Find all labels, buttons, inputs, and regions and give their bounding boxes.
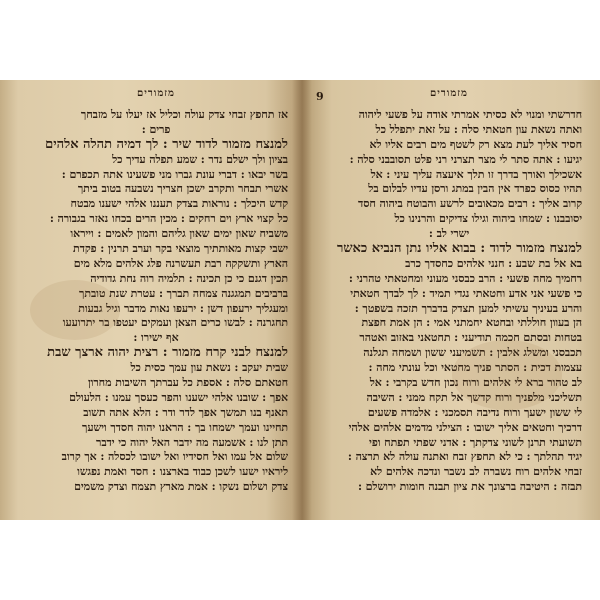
text-line: חטאתם סלה : אספת כל עברתך השיבות מחרון bbox=[87, 376, 288, 390]
left-page-header: מזמורים bbox=[137, 88, 175, 99]
text-line: שלום אל עמו ואל חסידיו ואל ישובו לכסלה : אך קרוב bbox=[61, 450, 288, 464]
text-line: שבית יעקב : נשאת עון עמך כסית כל bbox=[130, 361, 288, 375]
text-line: חסיד אליך לעת מצא רק לשטף מים רבים אליו לא bbox=[369, 137, 582, 151]
text-line: אשכילך ואורך בדרך זו תלך איעצה עליך עיני : אל bbox=[370, 167, 582, 181]
text-line: אפך : שובנו אלהי ישענו והפר כעסך עמנו : הלעולם bbox=[69, 390, 288, 404]
text-line: תכבסני ומשלג אלבין : תשמיעני ששון ושמחה תגלנה bbox=[363, 346, 582, 360]
text-line: דרכיך וחטאים אליך ישובו : הצילני מדמים אלהים אלהי bbox=[348, 420, 582, 434]
text-line: כל קצוי ארץ וים רחקים : מכין הרים בכחו נאזר בגבורה : bbox=[49, 212, 288, 226]
psalm-heading-line: למנצח מזמור לדוד : בבוא אליו נתן הנביא כאשר bbox=[336, 242, 582, 257]
text-line: תתן לנו : אשמעה מה ידבר האל יהוה כי ידבר bbox=[96, 435, 288, 449]
text-line: צדק ושלום נשקו : אמת מארץ תצמח וצדק משמים bbox=[74, 480, 288, 494]
text-line: כי פשעי אני אדע וחטאתי נגדי תמיד : לך לבדך חטאתי bbox=[350, 286, 582, 300]
text-line: הארץ ותשקקה רבת תעשרנה פלג אלהים מלא מים bbox=[73, 256, 288, 270]
text-line: אז תחפץ זבחי צדק עולה וכליל אז יעלו על מזבחך bbox=[80, 108, 288, 121]
text-line: תכין דגנם כי כן תכינה : תלמיה רוה נחת גדודיה bbox=[90, 271, 288, 285]
text-line: חדרשתי ומנוי לא כסיתי אמרתי אודה על פשעי ליהוה bbox=[358, 108, 582, 121]
text-line: זבחי אלהים רוח נשברה לב נשבר ונדכה אלהים לא bbox=[370, 465, 582, 479]
text-line: ואתה נשאת עון חטאתי סלה : על זאת יתפלל כל bbox=[375, 122, 582, 136]
text-line: אף ישירו : bbox=[133, 331, 179, 345]
text-line: אשרי תבחר ותקרב ישכן חצריך נשבעה בטוב ביתך bbox=[77, 182, 288, 196]
psalm-heading-line: למנצח לבני קרח מזמור : רצית יהוה ארצך שבת bbox=[47, 346, 288, 361]
text-line: רחמיך מחה פשעי : הרב כבסני מעוני ומחטאתי טהרני : bbox=[348, 271, 582, 285]
page-number: 9 bbox=[316, 90, 325, 103]
text-line: יגיד תהלתך : כי לא תחפץ זבח ואתנה עולה לא תרצה : bbox=[347, 450, 582, 464]
text-line: יגיעו : אתה סתר לי מצר תצרני רני פלט תסובבני סלה : bbox=[349, 152, 582, 166]
text-line: ומעגליך ירעפון דשן : ירעפו נאות מדבר וגיל גבעות bbox=[78, 301, 288, 315]
right-page-header bbox=[316, 88, 582, 108]
text-line: תשועתי תרנן לשוני צדקתך : אדני שפתי תפתח ופי bbox=[369, 435, 582, 449]
text-line: והרע בעיניך עשיתי למען תצדק בדברך תזכה בשפטך : bbox=[354, 301, 582, 315]
text-line: תבזה : היטיבה ברצונך את ציון תבנה חומות ירושלם : bbox=[357, 480, 582, 494]
right-page-header-title: מזמורים bbox=[430, 88, 468, 99]
text-line: הן בעוון חוללתי ובחטא יחמתני אמי : הן אמת חפצת bbox=[361, 316, 582, 330]
text-line: תשליכני מלפניך ורוח קדשך אל תקח ממני : השיבה bbox=[366, 390, 582, 404]
text-line: בא אל בת שבע : חנני אלהים כחסדך כרב bbox=[405, 256, 582, 270]
text-line: בטחות ובסתם חכמה תודיעני : תחטאני באזוב ואטהר bbox=[359, 331, 582, 345]
left-page bbox=[0, 80, 302, 520]
text-line: ישרי לב : bbox=[428, 227, 470, 241]
text-line: בשר יבאו : דברי עונת גברו מני פשעינו אתה תכפרם : bbox=[61, 167, 288, 181]
psalm-heading-line: למנצח מזמור לדוד שיר : לך דמיה תהלה אלהים bbox=[45, 137, 288, 152]
text-line: משביח שאון ימים שאון גליהם והמון לאמים : וייראו bbox=[70, 227, 288, 241]
text-line: ישבי קצות מאותתיך מוצאי בקר וערב תרנין : פקדת bbox=[73, 242, 288, 256]
text-line: פרים : bbox=[141, 122, 171, 136]
text-line: עצמות דכית : הסתר פניך מחטאי וכל עונתי מחה : bbox=[368, 361, 582, 375]
open-book bbox=[0, 80, 600, 520]
text-line: תאנף בנו תמשך אפך לדר ודר : הלא אתה תשוב bbox=[83, 405, 288, 419]
text-line: קרוב אליך : רבים מכאובים לרשע והבוטח ביהוה חסד bbox=[358, 197, 582, 211]
text-line: תחיינו ועמך ישמחו בך : הראנו יהוה חסדך וישעך bbox=[82, 420, 288, 434]
text-line: לב טהור ברא לי אלהים ורוח נכון חדש בקרבי : אל bbox=[369, 376, 582, 390]
text-line: תהיו כסוס כפרד אין הבין במתג ורסן עדיו לבלום בל bbox=[368, 182, 582, 196]
text-line: לי ששון ישעך ורוח נדיבה תסמכני : אלמדה פשעים bbox=[367, 405, 582, 419]
text-line: תחגרנה : לבשו כרים הצאן ועמקים יעטפו בר יתרועעו bbox=[62, 316, 288, 330]
text-line: קדש היכלך : נוראות בצדק תעננו אלהי ישענו מבטח bbox=[70, 197, 288, 211]
text-line: יסובבנו : שמחו ביהוה וגילו צדיקים והרנינו כל bbox=[394, 212, 582, 226]
text-line: ליראיו ישעו לשכן כבוד בארצנו : חסד ואמת נפגשו bbox=[77, 465, 288, 479]
right-page-text bbox=[316, 108, 582, 495]
left-page-text bbox=[24, 108, 288, 495]
text-line: ברביבים תמגגנה צמחה תברך : עטרת שנת טובתך bbox=[79, 286, 288, 300]
right-page bbox=[302, 80, 600, 520]
text-line: בציון ולך ישלם נדר : שמע תפלה עדיך כל bbox=[112, 152, 288, 166]
